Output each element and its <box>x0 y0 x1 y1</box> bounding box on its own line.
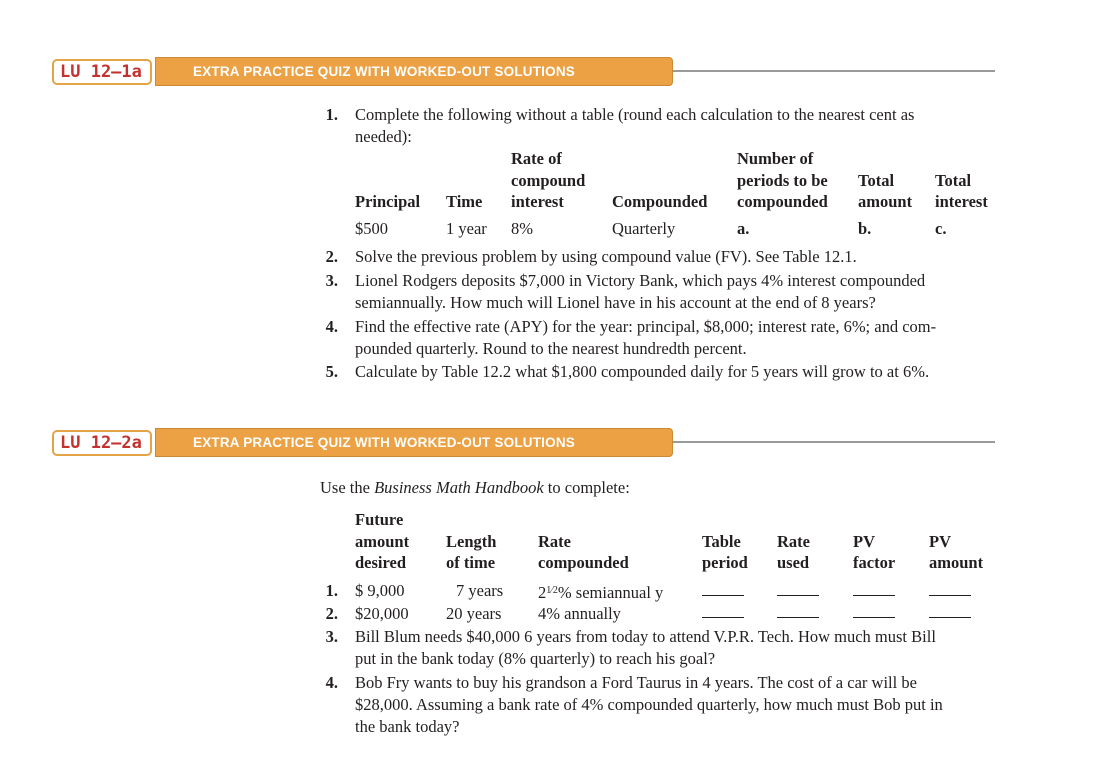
q1-text-line1: Complete the following without a table (round each calculation to the nearest cent as <box>355 105 915 124</box>
s2-header-rate-l1: Rate <box>538 532 571 551</box>
q1-header-periods-l2: periods to be <box>737 171 828 190</box>
s2-header-length-l2: of time <box>446 553 496 572</box>
q1-header-rate-l3: interest <box>511 192 564 211</box>
section-2-rule <box>673 441 995 443</box>
q1-cell-principal: $500 <box>355 219 388 238</box>
s2-row2-rate: 4% annually <box>538 604 621 623</box>
s2-row2-length: 20 years <box>446 604 502 623</box>
s2-row2-amount: $20,000 <box>355 604 409 623</box>
s2-row2-pv-factor-blank[interactable] <box>853 617 895 618</box>
s2-q3-text-line2: put in the bank today (8% quarterly) to reach his goal? <box>355 649 716 668</box>
section-2-intro: Use the Business Math Handbook to complete: <box>320 478 630 497</box>
s2-header-future-amount-l2: amount <box>355 532 410 551</box>
q1-number: 1. <box>325 105 338 124</box>
s2-row1-pv-factor-blank[interactable] <box>853 595 895 596</box>
s2-row1-length: 7 years <box>456 581 504 600</box>
s2-header-future-amount-l1: Future <box>355 510 404 529</box>
q3-number: 3. <box>325 271 338 290</box>
s2-header-pv-factor-l1: PV <box>853 532 875 551</box>
s2-row1-pv-amount-blank[interactable] <box>929 595 971 596</box>
q5-number: 5. <box>325 362 338 381</box>
lu-12-1a-tag: LU 12–1a <box>52 59 152 85</box>
s2-q4-text-line2: $28,000. Assuming a bank rate of 4% compounded quarterly, how much must Bob put in <box>355 695 943 714</box>
s2-row1-table-period-blank[interactable] <box>702 595 744 596</box>
q1-cell-rate: 8% <box>511 219 533 238</box>
section-1-banner: EXTRA PRACTICE QUIZ WITH WORKED-OUT SOLUTIONS <box>155 57 673 86</box>
s2-q4-number: 4. <box>325 673 338 692</box>
q1-header-rate-l2: compound <box>511 171 586 190</box>
q1-header-periods-l3: compounded <box>737 192 828 211</box>
s2-row1-number: 1. <box>325 581 338 600</box>
s2-header-future-amount-l3: desired <box>355 553 407 572</box>
s2-row2-number: 2. <box>325 604 338 623</box>
s2-header-pv-amount-l2: amount <box>929 553 984 572</box>
q1-text-line2: needed): <box>355 127 412 146</box>
q1-header-total-interest-l2: interest <box>935 192 988 211</box>
q4-text-line1: Find the effective rate (APY) for the year: principal, $8,000; interest rate, 6%; and com- <box>355 317 937 336</box>
s2-q4-text-line3: the bank today? <box>355 717 460 736</box>
s2-header-length-l1: Length <box>446 532 497 551</box>
s2-q4-text-line1: Bob Fry wants to buy his grandson a Ford Taurus in 4 years. The cost of a car will be <box>355 673 917 692</box>
s2-header-rate-used-l2: used <box>777 553 810 572</box>
q2-text: Solve the previous problem by using compound value (FV). See Table 12.1. <box>355 247 857 266</box>
q1-header-periods-l1: Number of <box>737 149 814 168</box>
s2-q3-text-line1: Bill Blum needs $40,000 6 years from today to attend V.P.R. Tech. How much must Bill <box>355 627 936 646</box>
section-2-banner: EXTRA PRACTICE QUIZ WITH WORKED-OUT SOLUTIONS <box>155 428 673 457</box>
s2-row2-table-period-blank[interactable] <box>702 617 744 618</box>
s2-header-rate-used-l1: Rate <box>777 532 810 551</box>
s2-header-pv-amount-l1: PV <box>929 532 951 551</box>
q1-header-compounded: Compounded <box>612 192 708 211</box>
q3-text-line2: semiannually. How much will Lionel have in his account at the end of 8 years? <box>355 293 876 312</box>
s2-row1-rate: $2^{1⁄2}\%$ semiannual y <box>538 583 664 602</box>
s2-row2-rate-used-blank[interactable] <box>777 617 819 618</box>
q1-cell-total-amount: b. <box>858 219 872 238</box>
q1-header-time: Time <box>446 192 483 211</box>
lu-12-2a-tag: LU 12–2a <box>52 430 152 456</box>
q5-text: Calculate by Table 12.2 what $1,800 compounded daily for 5 years will grow to at 6%. <box>355 362 930 381</box>
s2-header-pv-factor-l2: factor <box>853 553 896 572</box>
q1-cell-time: 1 year <box>446 219 487 238</box>
q2-number: 2. <box>325 247 338 266</box>
s2-q3-number: 3. <box>325 627 338 646</box>
section-1-rule <box>673 70 995 72</box>
q4-number: 4. <box>325 317 338 336</box>
q1-header-rate-l1: Rate of <box>511 149 562 168</box>
handbook-title: Business Math Handbook <box>374 478 544 497</box>
q4-text-line2: pounded quarterly. Round to the nearest hundredth percent. <box>355 339 747 358</box>
q3-text-line1: Lionel Rodgers deposits $7,000 in Victory Bank, which pays 4% interest compounded <box>355 271 926 290</box>
q1-cell-total-interest: c. <box>935 219 947 238</box>
q1-cell-periods: a. <box>737 219 750 238</box>
s2-header-table-l2: period <box>702 553 748 572</box>
q1-header-principal: Principal <box>355 192 421 211</box>
s2-row1-rate-used-blank[interactable] <box>777 595 819 596</box>
s2-row2-pv-amount-blank[interactable] <box>929 617 971 618</box>
s2-header-rate-l2: compounded <box>538 553 629 572</box>
s2-row1-amount: $ 9,000 <box>355 581 405 600</box>
q1-header-total-amount-l1: Total <box>858 171 895 190</box>
q1-header-total-amount-l2: amount <box>858 192 913 211</box>
q1-cell-compounded: Quarterly <box>612 219 676 238</box>
s2-header-table-l1: Table <box>702 532 741 551</box>
q1-header-total-interest-l1: Total <box>935 171 972 190</box>
